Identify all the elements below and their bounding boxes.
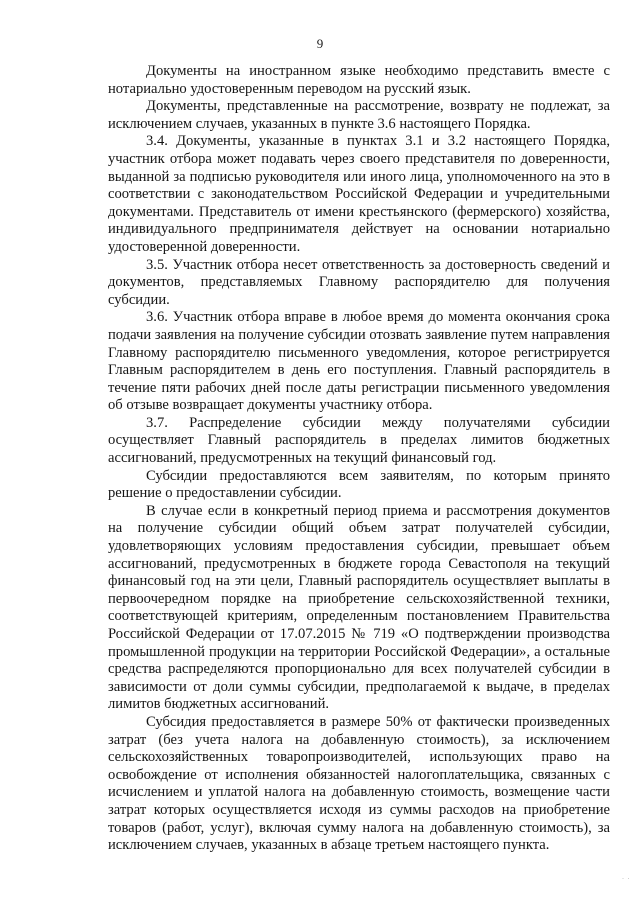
paragraph-3-4: 3.4. Документы, указанные в пунктах 3.1 и 3.2 настоящего Порядка, участник отбора может подавать через своего представителя по доверенности, выданной за подписью руководителя или иного лица, уполномоченного на это в соответствии с законодательством Российской Федерации и учредительными документами. Представитель от имени крестьянского (фермерского) хозяйства, индивидуального предпринимателя действует на основании нотариально удостоверенной доверенности. [108,133,610,255]
scan-corner-mark: · · [621,873,630,883]
document-body [108,63,610,855]
paragraph-documents-not-returned: Документы, представленные на рассмотрение, возврату не подлежат, за исключением случаев, указанных в пункте 3.6 настоящего Порядка. [108,98,610,132]
paragraph-3-7: 3.7. Распределение субсидии между получателями субсидии осуществляет Главный распорядитель в пределах лимитов бюджетных ассигнований, предусмотренных на текущий финансовый год. [108,414,610,467]
paragraph-subsidy-amount: Субсидия предоставляется в размере 50% от фактически произведенных затрат (без учета налога на добавленную стоимость), за исключением сельскохозяйственных товаропроизводителей, использующих право на освобождение от исполнения обязанностей налогоплательщика, связанных с исчислением и уплатой налога на добавленную стоимость, возмещение части затрат которых осуществляется исходя из суммы расходов на приобретение товаров (работ, услуг), включая сумму налога на добавленную стоимость), за исключением случаев, указанных в абзаце третьем настоящего пункта. [108,713,610,854]
paragraph-3-6: 3.6. Участник отбора вправе в любое время до момента окончания срока подачи заявления на получение субсидии отозвать заявление путем направления Главному распорядителю письменного уведомления, которое регистрируется Главным распорядителем в день его поступления. Главный распорядитель в течение пяти рабочих дней после даты регистрации письменного уведомления об отзыве возвращает документы участнику отбора. [108,309,610,414]
paragraph-foreign-documents: Документы на иностранном языке необходимо представить вместе с нотариально удостоверенным переводом на русский язык. [108,63,610,97]
paragraph-subsidies-provided: Субсидии предоставляются всем заявителям, по которым принято решение о предоставлении субсидии. [108,467,610,502]
paragraph-3-5: 3.5. Участник отбора несет ответственность за достоверность сведений и документов, представляемых Главному распорядителю для получения субсидии. [108,256,610,308]
paragraph-priority-payments: В случае если в конкретный период приема и рассмотрения документов на получение субсидии общий объем затрат получателей субсидии, удовлетворяющих условиям предоставления субсидии, превышает объем ассигнований, предусмотренных в бюджете города Севастополя на текущий финансовый год на эти цели, Главный распорядитель осуществляет выплаты в первоочередном порядке на приобретение сельскохозяйственной техники, соответствующей критериям, определенным постановлением Правительства Российской Федерации от 17.07.2015 № 719 «О подтверждении производства промышленной продукции на территории Российской Федерации», а остальные средства распределяются пропорционально для всех получателей субсидии в зависимости от доли суммы субсидии, предполагаемой к выдаче, в пределах лимитов бюджетных ассигнований. [108,502,610,713]
page-number: 9 [316,36,324,51]
